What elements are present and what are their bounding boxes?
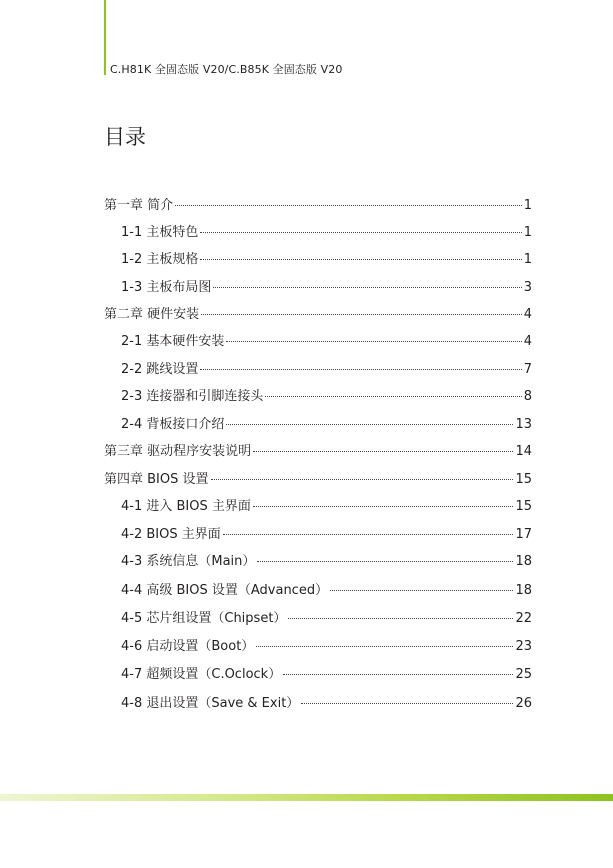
toc-dot-leader — [283, 674, 513, 675]
toc-dot-leader — [301, 703, 513, 704]
toc-dot-leader — [200, 259, 521, 260]
toc-entry[interactable] — [104, 358, 532, 385]
table-of-contents — [104, 194, 532, 720]
toc-dot-leader — [223, 534, 514, 535]
toc-entry[interactable] — [104, 303, 532, 330]
toc-entry-page-number: 26 — [515, 696, 532, 711]
toc-entry-page-number: 18 — [515, 583, 532, 598]
toc-dot-leader — [226, 341, 521, 342]
toc-entry[interactable] — [104, 495, 532, 523]
toc-entry-page-number: 25 — [515, 667, 532, 682]
toc-entry[interactable] — [104, 248, 532, 276]
toc-entry-page-number: 1 — [523, 252, 532, 267]
toc-entry-label: 4-7 超频设置（C.Oclock） — [121, 667, 282, 682]
toc-dot-leader — [213, 287, 521, 288]
toc-dot-leader — [200, 232, 521, 233]
toc-entry[interactable] — [104, 607, 532, 635]
toc-entry[interactable] — [104, 276, 532, 303]
toc-entry-label: 1-1 主板特色 — [121, 225, 199, 240]
toc-dot-leader — [253, 506, 514, 507]
toc-entry[interactable] — [104, 194, 532, 221]
toc-dot-leader — [226, 424, 513, 425]
toc-dot-leader — [256, 646, 513, 647]
toc-dot-leader — [175, 205, 522, 206]
toc-entry-page-number: 8 — [523, 389, 532, 404]
toc-entry-page-number: 13 — [515, 417, 532, 432]
toc-entry[interactable] — [104, 468, 532, 495]
toc-entry[interactable] — [104, 523, 532, 550]
header-accent-bar — [104, 0, 106, 75]
toc-entry-label: 第三章 驱动程序安装说明 — [104, 444, 252, 459]
toc-entry-page-number: 17 — [515, 527, 532, 542]
toc-entry-label: 1-2 主板规格 — [121, 252, 199, 267]
toc-entry-page-number: 1 — [523, 225, 532, 240]
toc-entry-label: 第一章 简介 — [104, 198, 174, 213]
toc-dot-leader — [265, 396, 521, 397]
toc-entry-page-number: 15 — [515, 472, 532, 487]
toc-entry[interactable] — [104, 692, 532, 720]
toc-entry-label: 4-8 退出设置（Save & Exit） — [121, 696, 300, 711]
toc-entry[interactable] — [104, 385, 532, 413]
toc-entry-label: 4-3 系统信息（Main） — [121, 554, 256, 569]
page-title: 目录 — [104, 125, 146, 149]
toc-entry-page-number: 3 — [523, 280, 532, 295]
toc-entry[interactable] — [104, 635, 532, 663]
header-model-text: C.H81K 全固态版 V20/C.B85K 全固态版 V20 — [110, 63, 343, 76]
toc-entry-label: 4-1 进入 BIOS 主界面 — [121, 499, 251, 514]
toc-entry-label: 4-2 BIOS 主界面 — [121, 527, 221, 542]
toc-dot-leader — [257, 561, 513, 562]
toc-entry-page-number: 23 — [515, 639, 532, 654]
toc-dot-leader — [201, 314, 522, 315]
footer-gradient-band — [0, 794, 613, 801]
toc-entry-label: 2-2 跳线设置 — [121, 362, 199, 377]
toc-dot-leader — [330, 590, 513, 591]
toc-entry[interactable] — [104, 413, 532, 440]
toc-entry-label: 2-1 基本硬件安装 — [121, 334, 225, 349]
toc-entry-page-number: 14 — [515, 444, 532, 459]
toc-dot-leader — [288, 618, 513, 619]
toc-entry-label: 2-3 连接器和引脚连接头 — [121, 389, 264, 404]
toc-dot-leader — [211, 479, 514, 480]
toc-entry-page-number: 18 — [515, 554, 532, 569]
toc-entry[interactable] — [104, 550, 532, 579]
toc-entry[interactable] — [104, 440, 532, 468]
toc-entry-label: 4-6 启动设置（Boot） — [121, 639, 255, 654]
toc-dot-leader — [253, 451, 513, 452]
toc-entry-label: 1-3 主板布局图 — [121, 280, 212, 295]
toc-entry-label: 4-4 高级 BIOS 设置（Advanced） — [121, 583, 329, 598]
toc-entry[interactable] — [104, 330, 532, 358]
toc-entry-label: 第四章 BIOS 设置 — [104, 472, 209, 487]
toc-entry-page-number: 4 — [523, 334, 532, 349]
toc-entry[interactable] — [104, 663, 532, 692]
toc-entry[interactable] — [104, 579, 532, 607]
toc-dot-leader — [200, 369, 521, 370]
toc-entry-label: 第二章 硬件安装 — [104, 307, 200, 322]
toc-entry-page-number: 22 — [515, 611, 532, 626]
toc-entry-page-number: 7 — [523, 362, 532, 377]
toc-entry-page-number: 4 — [523, 307, 532, 322]
toc-entry-page-number: 15 — [515, 499, 532, 514]
toc-entry-label: 4-5 芯片组设置（Chipset） — [121, 611, 287, 626]
toc-entry-label: 2-4 背板接口介绍 — [121, 417, 225, 432]
toc-entry[interactable] — [104, 221, 532, 248]
toc-entry-page-number: 1 — [523, 198, 532, 213]
